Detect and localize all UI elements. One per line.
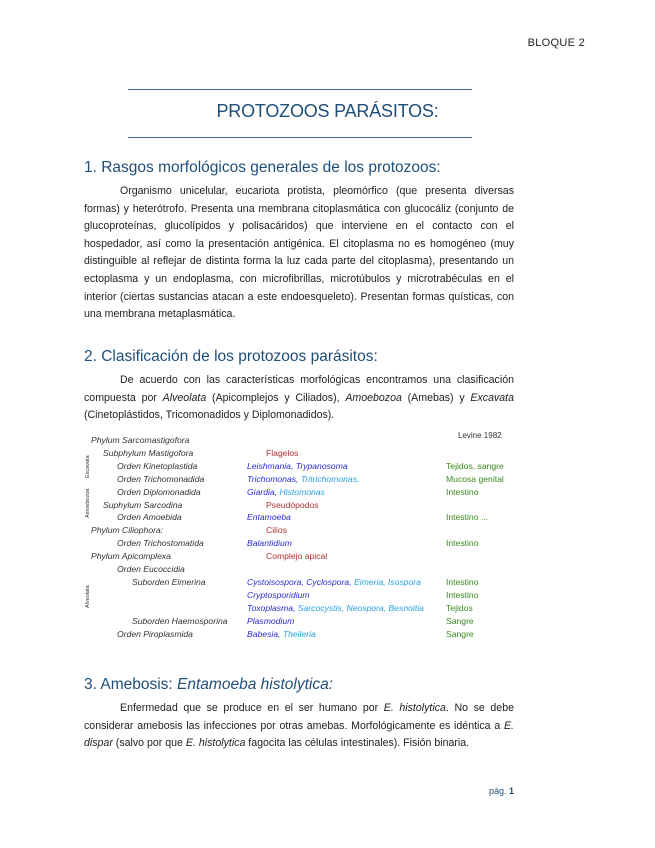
group-label-alveolata: Alveolata	[85, 585, 91, 608]
habitat-label: Intestino ...	[446, 512, 489, 523]
taxon-label: Subphylum Mastigofora	[103, 447, 194, 458]
classification-row	[84, 486, 524, 498]
classification-row	[84, 615, 524, 627]
taxon-label: Phylum Apicomplexa	[91, 551, 171, 562]
group-label-excavata: Excavata	[85, 455, 91, 478]
feature-note: Pseudópodos	[266, 499, 319, 510]
genus-list: Leishmania, Trypanosoma	[247, 460, 348, 471]
classification-row	[84, 563, 524, 575]
table-source: Levine 1982	[458, 431, 502, 440]
genus-list: Entamoeba	[247, 512, 291, 523]
feature-note: Flagelos	[266, 447, 299, 458]
classification-row	[84, 576, 524, 588]
classification-row	[84, 499, 524, 511]
section-1-paragraph: Organismo unicelular, eucariota protista, pleomórfico (que presenta diversas formas) y heterótrofo. Presenta una membrana citoplasmática con glucocáliz (conjunto de glucoproteínas, glucolípidos y polisacáridos) que interviene en el contacto con el hospedador, así como la presentación antigénica. El citoplasma no es homogéneo (muy distinguible al reflejar de distinta forma la luz cada parte del citoplasma), presentando un ectoplasma y un endoplasma, con microfibrillas, microtúbulos y microtrabéculas en el interior (ciertas sustancias atacan a este endoesqueleto). Presentan formas quísticas, con una membrana metaplasmática.	[84, 185, 514, 321]
genus-list: Toxoplasma, Sarcocystis, Neospora, Besnoitia	[247, 602, 424, 613]
section-2-heading: 2. Clasificación de los protozoos parásitos:	[84, 348, 378, 365]
group-label-amoebozoa: Amoebozoa	[85, 488, 91, 518]
taxon-label: Orden Eucoccidia	[117, 564, 185, 574]
genus-list: Cryptosporidium	[247, 589, 310, 600]
section-3-heading: 3. Amebosis: Entamoeba histolytica:	[84, 676, 333, 693]
classification-row	[84, 447, 524, 459]
feature-note: Complejo apical	[266, 551, 328, 562]
taxon-label: Orden Diplomonadida	[117, 486, 201, 497]
section-1-heading: 1. Rasgos morfológicos generales de los protozoos:	[84, 159, 441, 176]
classification-row	[84, 524, 524, 536]
habitat-label: Intestino	[446, 576, 479, 587]
classification-row	[84, 434, 524, 446]
classification-row	[84, 473, 524, 485]
page-number: pág. 1	[488, 786, 514, 796]
page-title: PROTOZOOS PARÁSITOS:	[216, 101, 439, 121]
genus-list: Cystoisospora, Cyclospora, Eimeria, Isospora	[247, 576, 421, 587]
taxon-label: Orden Kinetoplastida	[117, 460, 198, 471]
classification-row	[84, 602, 524, 614]
genus-list: Babesia, Theileria	[247, 628, 316, 639]
genus-list: Plasmodium	[247, 615, 295, 626]
title-top-rule	[128, 89, 472, 90]
habitat-label: Intestino	[446, 589, 479, 600]
habitat-label: Intestino	[446, 486, 479, 497]
classification-row	[84, 537, 524, 549]
habitat-label: Sangre	[446, 615, 474, 626]
taxon-label: Phylum Ciliophora:	[91, 525, 164, 536]
title-bottom-rule	[128, 137, 472, 138]
classification-table	[84, 428, 524, 648]
classification-row	[84, 460, 524, 472]
taxon-label: Orden Trichostomatida	[117, 538, 204, 549]
genus-list: Balantidium	[247, 538, 292, 549]
habitat-label: Sangre	[446, 628, 474, 639]
classification-row	[84, 589, 524, 601]
taxon-label: Suphylum Sarcodina	[103, 499, 183, 510]
block-label: BLOQUE 2	[527, 37, 585, 49]
classification-row	[84, 628, 524, 640]
section-2-paragraph: De acuerdo con las características morfológicas encontramos una clasificación compuesta por Alveolata (Apicomplejos y Ciliados), Amoebozoa (Amebas) y Excavata (Cinetoplástidos, Tricomonadidos y Diplomonadidos).	[84, 374, 514, 422]
habitat-label: Intestino	[446, 538, 479, 549]
habitat-label: Tejidos, sangre	[446, 460, 504, 471]
taxon-label: Orden Trichomonadida	[117, 473, 205, 484]
taxon-label: Orden Amoebida	[117, 512, 182, 523]
taxon-label: Phylum Sarcomastigofora	[91, 435, 190, 445]
habitat-label: Tejidos	[446, 602, 473, 613]
feature-note: Cilios	[266, 525, 288, 536]
taxon-label: Suborden Haemosporina	[132, 615, 228, 626]
classification-row	[84, 550, 524, 562]
genus-list: Trichomonas, Tritrichomonas,	[247, 473, 360, 484]
taxon-label: Orden Piroplasmida	[117, 628, 193, 639]
classification-row	[84, 511, 524, 523]
habitat-label: Mucosa genital	[446, 473, 504, 484]
taxon-label: Suborden Eimerina	[132, 576, 206, 587]
section-3-paragraph: Enfermedad que se produce en el ser humano por E. histolytica. No se debe considerar amebosis las infecciones por otras amebas. Morfológicamente es idéntica a E. dispar (salvo por que E. histolytica fagocita las células intestinales). Fisión binaria.	[84, 702, 514, 750]
genus-list: Giardia, Histomonas	[247, 486, 325, 497]
